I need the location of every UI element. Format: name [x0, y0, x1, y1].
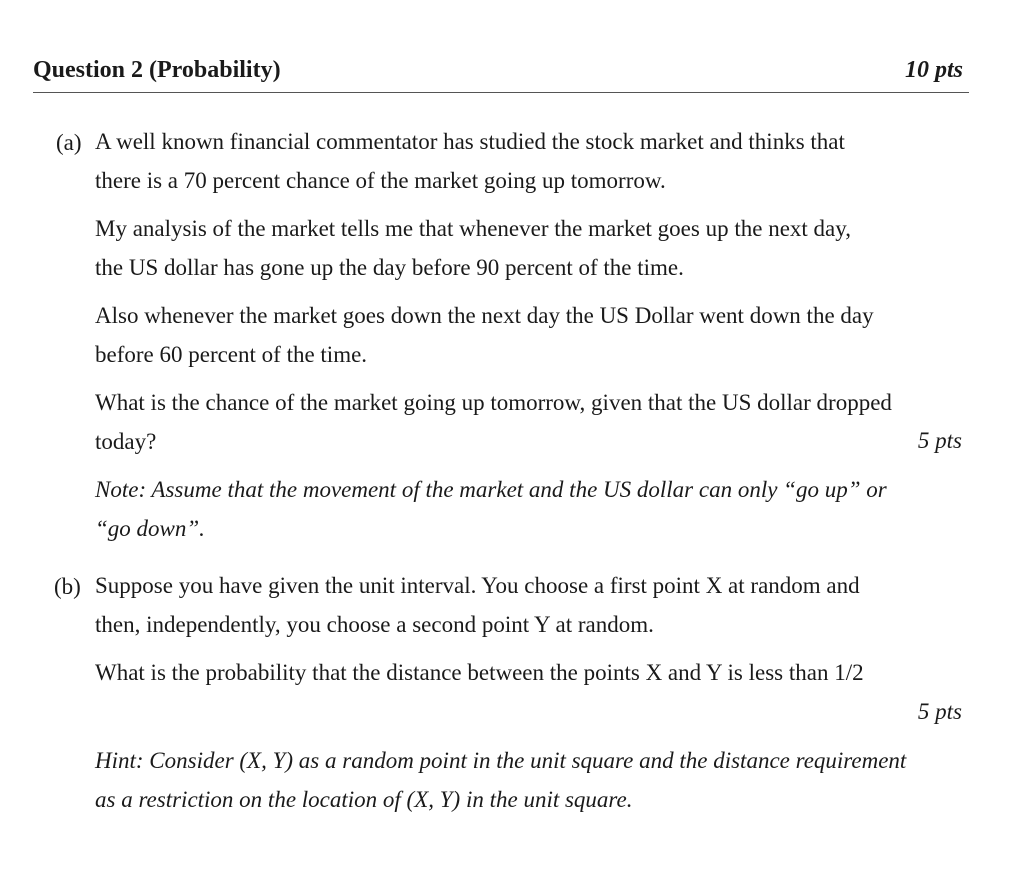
part-a-p2-line-2: the US dollar has gone up the day before 90 percent of the time.: [95, 254, 684, 280]
question-points: 10 pts: [904, 57, 963, 83]
part-a-question: [95, 384, 969, 461]
part-a-p1-line-2: there is a 70 percent chance of the market going up tomorrow.: [95, 167, 666, 193]
part-a-paragraph-3: [95, 297, 969, 374]
part-b-hint-line-1: Hint: Consider (X, Y) as a random point in the unit square and the distance requirement: [95, 748, 907, 773]
question-title: Question 2 (Probability): [33, 57, 281, 83]
part-b-question-points: 5 pts: [917, 699, 962, 724]
part-b-hint-line-2: as a restriction on the location of (X, Y) in the unit square.: [95, 786, 633, 812]
part-b-question: [95, 654, 969, 693]
part-b-paragraph-1: [95, 567, 969, 644]
part-b-p1-line-2: then, independently, you choose a second point Y at random.: [95, 611, 654, 637]
part-b-p1-line-1: Suppose you have given the unit interval. You choose a first point X at random and: [95, 573, 860, 598]
question-header: [33, 52, 969, 93]
part-a-p1-line-1: A well known financial commentator has studied the stock market and thinks that: [95, 129, 845, 154]
part-a-question-line-1: What is the chance of the market going up tomorrow, given that the US dollar dropped: [95, 390, 892, 415]
part-a-note: [95, 471, 969, 548]
part-b-label: (b): [54, 574, 81, 599]
part-a-question-points: 5 pts: [917, 428, 962, 453]
part-a-note-line-2: “go down”.: [95, 515, 205, 541]
part-a-p2-line-1: My analysis of the market tells me that whenever the market goes up the next day,: [95, 216, 852, 241]
part-b-question-line-1: What is the probability that the distance between the points X and Y is less than 1/2: [95, 660, 864, 685]
part-a-question-line-2: today?: [95, 428, 157, 454]
part-a-label: (a): [56, 130, 82, 155]
part-a-paragraph-2: [95, 210, 969, 287]
part-a-p3-line-2: before 60 percent of the time.: [95, 341, 368, 367]
part-a-note-line-1: Note: Assume that the movement of the market and the US dollar can only “go up” or: [95, 477, 887, 502]
part-a-paragraph-1: [95, 123, 969, 200]
part-b-hint: [95, 742, 969, 819]
part-a-p3-line-1: Also whenever the market goes down the next day the US Dollar went down the day: [95, 303, 874, 328]
